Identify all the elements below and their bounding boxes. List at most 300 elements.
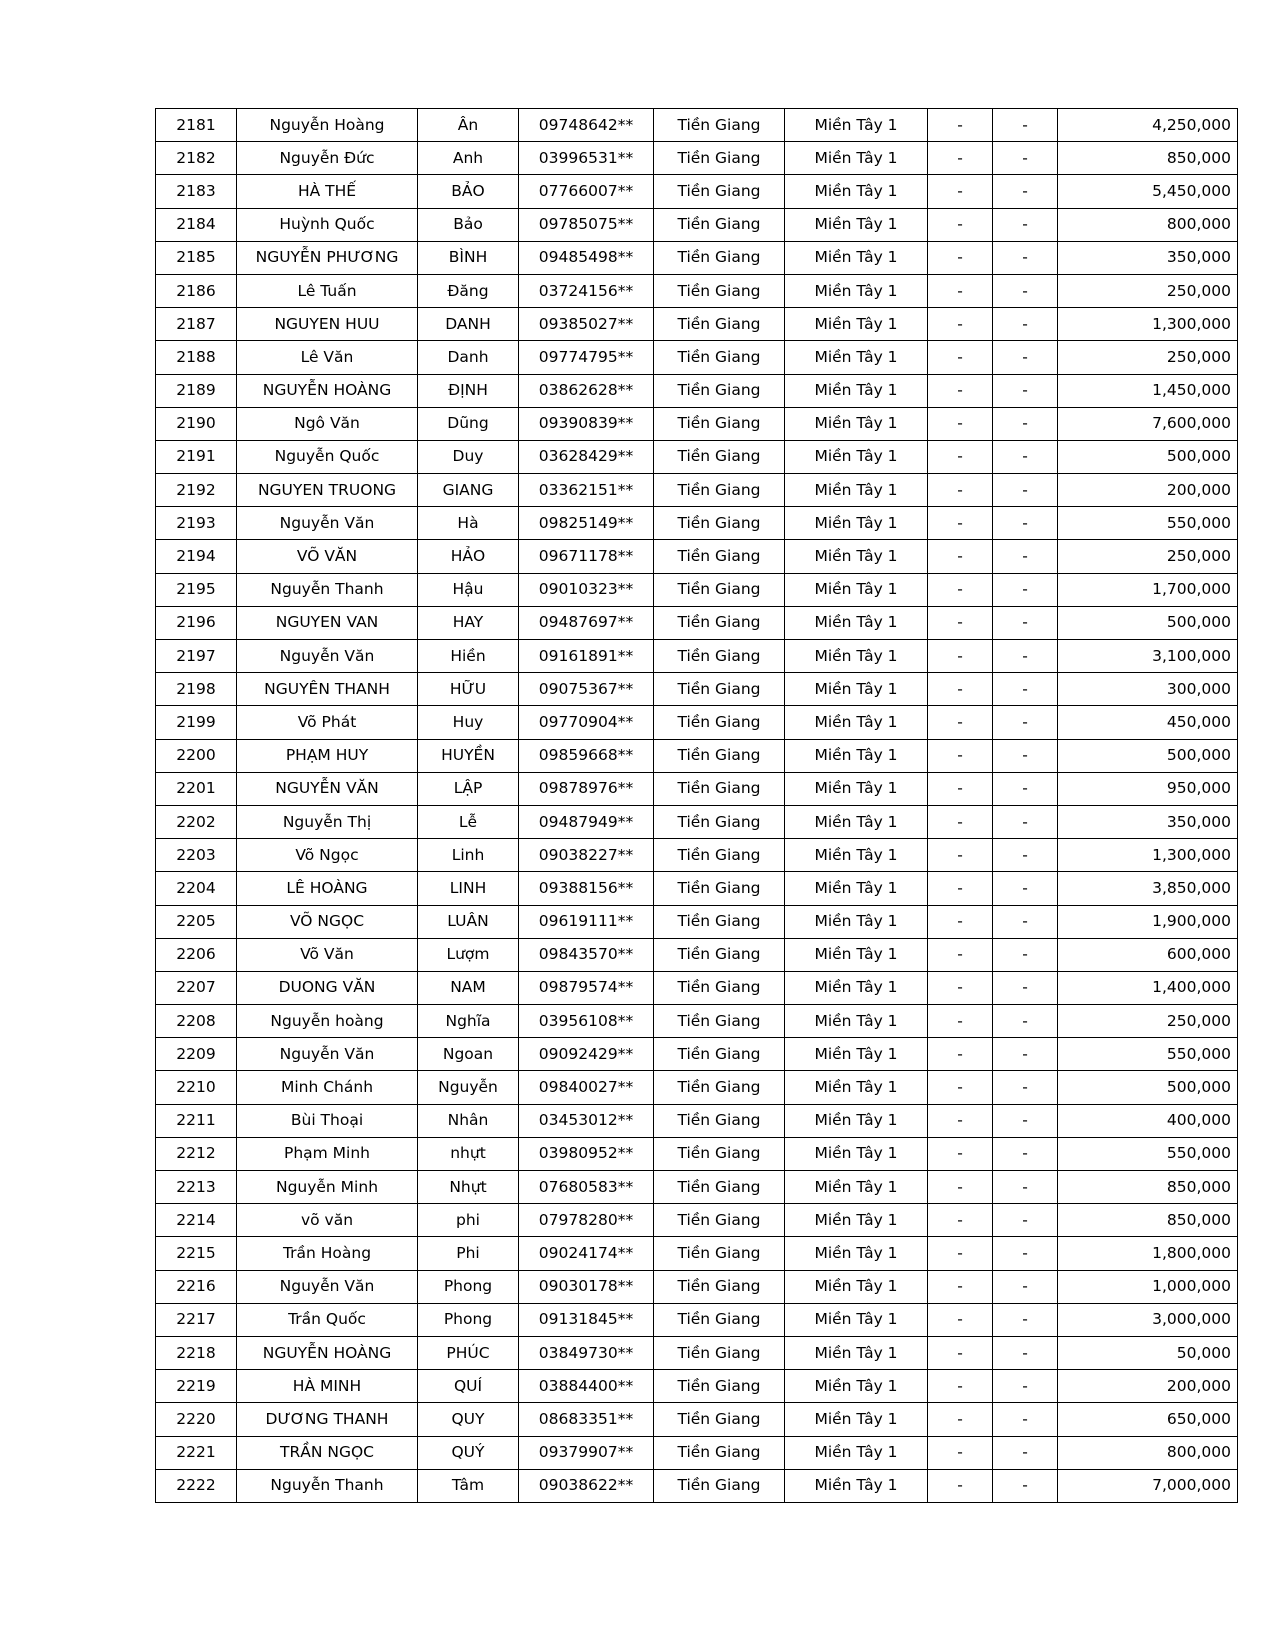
cell-phone: 09843570** [519,938,654,971]
table-row [156,1237,1238,1270]
cell-phone: 08683351** [519,1403,654,1436]
cell-surname: Nguyễn Thị [237,805,418,838]
cell-givenname: ĐỊNH [418,374,519,407]
cell-surname: Võ Văn [237,938,418,971]
table-row [156,175,1238,208]
cell-amount: 1,400,000 [1058,971,1238,1004]
cell-givenname: NAM [418,971,519,1004]
cell-givenname: Anh [418,142,519,175]
cell-extra-1: - [928,374,993,407]
cell-extra-2: - [993,109,1058,142]
cell-amount: 1,700,000 [1058,573,1238,606]
cell-phone: 09092429** [519,1038,654,1071]
cell-region: Miền Tây 1 [785,805,928,838]
cell-region: Miền Tây 1 [785,1104,928,1137]
cell-phone: 09038622** [519,1469,654,1502]
cell-givenname: Lễ [418,805,519,838]
cell-surname: HÀ MINH [237,1370,418,1403]
cell-region: Miền Tây 1 [785,308,928,341]
table-row [156,872,1238,905]
cell-index: 2213 [156,1171,237,1204]
cell-region: Miền Tây 1 [785,1403,928,1436]
cell-givenname: Tâm [418,1469,519,1502]
cell-givenname: Đăng [418,274,519,307]
cell-surname: Nguyễn Văn [237,1038,418,1071]
cell-extra-2: - [993,706,1058,739]
cell-amount: 250,000 [1058,540,1238,573]
cell-region: Miền Tây 1 [785,938,928,971]
cell-amount: 500,000 [1058,606,1238,639]
cell-amount: 1,300,000 [1058,839,1238,872]
cell-extra-1: - [928,1137,993,1170]
cell-extra-2: - [993,839,1058,872]
cell-province: Tiền Giang [654,308,785,341]
cell-extra-2: - [993,640,1058,673]
table-row [156,374,1238,407]
cell-index: 2181 [156,109,237,142]
cell-amount: 3,100,000 [1058,640,1238,673]
cell-givenname: Hiền [418,640,519,673]
cell-region: Miền Tây 1 [785,374,928,407]
cell-region: Miền Tây 1 [785,1336,928,1369]
cell-amount: 850,000 [1058,1204,1238,1237]
cell-province: Tiền Giang [654,1436,785,1469]
cell-surname: DUONG VĂN [237,971,418,1004]
table-row [156,640,1238,673]
cell-givenname: GIANG [418,474,519,507]
cell-surname: Nguyễn Văn [237,1270,418,1303]
cell-phone: 09390839** [519,407,654,440]
cell-province: Tiền Giang [654,1370,785,1403]
cell-index: 2198 [156,673,237,706]
cell-index: 2185 [156,241,237,274]
cell-index: 2222 [156,1469,237,1502]
table-row [156,540,1238,573]
cell-amount: 1,300,000 [1058,308,1238,341]
cell-index: 2194 [156,540,237,573]
cell-amount: 7,000,000 [1058,1469,1238,1502]
cell-extra-2: - [993,142,1058,175]
cell-extra-1: - [928,474,993,507]
cell-surname: Nguyễn Văn [237,507,418,540]
cell-phone: 09770904** [519,706,654,739]
cell-region: Miền Tây 1 [785,872,928,905]
cell-extra-1: - [928,241,993,274]
table-row [156,1403,1238,1436]
cell-region: Miền Tây 1 [785,706,928,739]
table-row [156,208,1238,241]
cell-province: Tiền Giang [654,1336,785,1369]
cell-extra-2: - [993,1469,1058,1502]
cell-index: 2212 [156,1137,237,1170]
cell-phone: 09487697** [519,606,654,639]
cell-province: Tiền Giang [654,407,785,440]
table-row [156,1038,1238,1071]
cell-province: Tiền Giang [654,540,785,573]
table-row [156,673,1238,706]
cell-givenname: QUÍ [418,1370,519,1403]
cell-extra-2: - [993,1171,1058,1204]
cell-phone: 03628429** [519,440,654,473]
cell-phone: 09388156** [519,872,654,905]
cell-region: Miền Tây 1 [785,1237,928,1270]
cell-index: 2201 [156,772,237,805]
cell-phone: 09385027** [519,308,654,341]
cell-surname: NGUYEN VAN [237,606,418,639]
cell-index: 2217 [156,1303,237,1336]
cell-region: Miền Tây 1 [785,772,928,805]
cell-extra-1: - [928,1436,993,1469]
cell-surname: Ngô Văn [237,407,418,440]
cell-surname: VÕ VĂN [237,540,418,573]
cell-province: Tiền Giang [654,640,785,673]
cell-index: 2218 [156,1336,237,1369]
cell-index: 2183 [156,175,237,208]
cell-extra-2: - [993,772,1058,805]
cell-region: Miền Tây 1 [785,1171,928,1204]
cell-phone: 03453012** [519,1104,654,1137]
cell-province: Tiền Giang [654,1171,785,1204]
cell-extra-2: - [993,341,1058,374]
cell-province: Tiền Giang [654,374,785,407]
cell-givenname: HAY [418,606,519,639]
cell-surname: Võ Ngọc [237,839,418,872]
cell-extra-1: - [928,1237,993,1270]
cell-surname: DƯƠNG THANH [237,1403,418,1436]
cell-surname: NGUYÊN THANH [237,673,418,706]
cell-amount: 250,000 [1058,1005,1238,1038]
cell-province: Tiền Giang [654,109,785,142]
table-row [156,739,1238,772]
cell-phone: 03724156** [519,274,654,307]
cell-extra-1: - [928,274,993,307]
cell-extra-2: - [993,308,1058,341]
cell-surname: NGUYEN HUU [237,308,418,341]
cell-region: Miền Tây 1 [785,175,928,208]
cell-extra-1: - [928,1469,993,1502]
table-row [156,308,1238,341]
table-row [156,706,1238,739]
cell-phone: 09010323** [519,573,654,606]
cell-region: Miền Tây 1 [785,739,928,772]
cell-extra-1: - [928,507,993,540]
cell-givenname: Nghĩa [418,1005,519,1038]
cell-province: Tiền Giang [654,706,785,739]
cell-region: Miền Tây 1 [785,1005,928,1038]
cell-index: 2203 [156,839,237,872]
table-row [156,1005,1238,1038]
cell-extra-2: - [993,1237,1058,1270]
cell-surname: Nguyễn Quốc [237,440,418,473]
cell-extra-2: - [993,1436,1058,1469]
cell-extra-2: - [993,673,1058,706]
cell-province: Tiền Giang [654,1137,785,1170]
cell-surname: NGUYEN TRUONG [237,474,418,507]
cell-givenname: Dũng [418,407,519,440]
cell-givenname: LUÂN [418,905,519,938]
cell-province: Tiền Giang [654,208,785,241]
cell-region: Miền Tây 1 [785,540,928,573]
cell-extra-2: - [993,440,1058,473]
cell-region: Miền Tây 1 [785,109,928,142]
cell-index: 2208 [156,1005,237,1038]
cell-region: Miền Tây 1 [785,241,928,274]
cell-index: 2207 [156,971,237,1004]
cell-extra-1: - [928,606,993,639]
records-table [155,108,1238,1503]
table-row [156,1137,1238,1170]
cell-phone: 09161891** [519,640,654,673]
cell-phone: 09131845** [519,1303,654,1336]
cell-index: 2202 [156,805,237,838]
cell-amount: 950,000 [1058,772,1238,805]
cell-givenname: Duy [418,440,519,473]
cell-extra-1: - [928,971,993,1004]
cell-amount: 50,000 [1058,1336,1238,1369]
table-row [156,1071,1238,1104]
cell-extra-2: - [993,1336,1058,1369]
cell-extra-1: - [928,706,993,739]
cell-extra-1: - [928,739,993,772]
cell-amount: 5,450,000 [1058,175,1238,208]
cell-extra-1: - [928,905,993,938]
table-row [156,109,1238,142]
cell-phone: 09619111** [519,905,654,938]
cell-givenname: Phong [418,1270,519,1303]
cell-index: 2189 [156,374,237,407]
cell-extra-2: - [993,1071,1058,1104]
cell-province: Tiền Giang [654,1104,785,1137]
cell-givenname: Nhân [418,1104,519,1137]
cell-surname: NGUYỄN VĂN [237,772,418,805]
cell-province: Tiền Giang [654,606,785,639]
cell-amount: 500,000 [1058,739,1238,772]
cell-givenname: HỮU [418,673,519,706]
cell-phone: 03362151** [519,474,654,507]
cell-extra-2: - [993,1204,1058,1237]
cell-extra-1: - [928,573,993,606]
cell-givenname: LẬP [418,772,519,805]
cell-extra-2: - [993,1104,1058,1137]
cell-region: Miền Tây 1 [785,1137,928,1170]
cell-givenname: nhựt [418,1137,519,1170]
cell-surname: Trần Quốc [237,1303,418,1336]
table-row [156,507,1238,540]
table-row [156,971,1238,1004]
cell-extra-1: - [928,142,993,175]
cell-index: 2204 [156,872,237,905]
table-row [156,142,1238,175]
cell-extra-1: - [928,1038,993,1071]
cell-surname: Nguyễn Thanh [237,573,418,606]
cell-region: Miền Tây 1 [785,1303,928,1336]
cell-extra-1: - [928,1336,993,1369]
table-row [156,606,1238,639]
cell-extra-2: - [993,1303,1058,1336]
cell-amount: 200,000 [1058,1370,1238,1403]
cell-province: Tiền Giang [654,1403,785,1436]
cell-phone: 09075367** [519,673,654,706]
cell-surname: Nguyễn hoàng [237,1005,418,1038]
cell-province: Tiền Giang [654,1204,785,1237]
cell-region: Miền Tây 1 [785,407,928,440]
cell-index: 2193 [156,507,237,540]
table-row [156,905,1238,938]
cell-amount: 3,000,000 [1058,1303,1238,1336]
cell-givenname: LINH [418,872,519,905]
cell-givenname: Danh [418,341,519,374]
cell-province: Tiền Giang [654,142,785,175]
cell-region: Miền Tây 1 [785,1370,928,1403]
cell-surname: LÊ HOÀNG [237,872,418,905]
cell-surname: Trần Hoàng [237,1237,418,1270]
cell-givenname: HẢO [418,540,519,573]
cell-surname: Phạm Minh [237,1137,418,1170]
cell-extra-2: - [993,274,1058,307]
cell-index: 2221 [156,1436,237,1469]
cell-extra-1: - [928,1270,993,1303]
cell-index: 2188 [156,341,237,374]
cell-index: 2191 [156,440,237,473]
cell-phone: 03849730** [519,1336,654,1369]
cell-amount: 1,800,000 [1058,1237,1238,1270]
cell-province: Tiền Giang [654,872,785,905]
cell-extra-1: - [928,673,993,706]
table-row [156,274,1238,307]
table-row [156,772,1238,805]
cell-extra-1: - [928,208,993,241]
cell-region: Miền Tây 1 [785,1204,928,1237]
cell-province: Tiền Giang [654,241,785,274]
cell-province: Tiền Giang [654,274,785,307]
cell-province: Tiền Giang [654,1237,785,1270]
cell-extra-2: - [993,407,1058,440]
cell-extra-2: - [993,1137,1058,1170]
cell-phone: 07978280** [519,1204,654,1237]
cell-surname: Huỳnh Quốc [237,208,418,241]
cell-extra-1: - [928,1303,993,1336]
cell-phone: 09487949** [519,805,654,838]
cell-index: 2195 [156,573,237,606]
cell-phone: 09879574** [519,971,654,1004]
cell-amount: 350,000 [1058,805,1238,838]
cell-phone: 09038227** [519,839,654,872]
cell-extra-2: - [993,905,1058,938]
cell-extra-1: - [928,440,993,473]
cell-givenname: PHÚC [418,1336,519,1369]
cell-province: Tiền Giang [654,905,785,938]
cell-givenname: Phong [418,1303,519,1336]
records-table-body [156,109,1238,1503]
cell-extra-2: - [993,374,1058,407]
cell-province: Tiền Giang [654,573,785,606]
cell-phone: 09485498** [519,241,654,274]
cell-extra-2: - [993,208,1058,241]
cell-extra-1: - [928,1005,993,1038]
cell-surname: Lê Văn [237,341,418,374]
cell-phone: 09379907** [519,1436,654,1469]
table-row [156,1171,1238,1204]
cell-phone: 07766007** [519,175,654,208]
cell-region: Miền Tây 1 [785,971,928,1004]
cell-extra-2: - [993,971,1058,1004]
cell-phone: 07680583** [519,1171,654,1204]
cell-province: Tiền Giang [654,1270,785,1303]
cell-region: Miền Tây 1 [785,640,928,673]
cell-extra-2: - [993,1038,1058,1071]
table-row [156,1270,1238,1303]
cell-amount: 1,450,000 [1058,374,1238,407]
cell-index: 2184 [156,208,237,241]
cell-extra-2: - [993,1370,1058,1403]
cell-givenname: Nhựt [418,1171,519,1204]
cell-index: 2215 [156,1237,237,1270]
cell-region: Miền Tây 1 [785,274,928,307]
cell-givenname: Hà [418,507,519,540]
cell-province: Tiền Giang [654,440,785,473]
cell-surname: PHẠM HUY [237,739,418,772]
cell-extra-2: - [993,805,1058,838]
cell-phone: 09859668** [519,739,654,772]
cell-extra-1: - [928,308,993,341]
cell-province: Tiền Giang [654,673,785,706]
cell-amount: 200,000 [1058,474,1238,507]
table-row [156,1469,1238,1502]
cell-phone: 03862628** [519,374,654,407]
cell-index: 2200 [156,739,237,772]
cell-index: 2186 [156,274,237,307]
cell-amount: 850,000 [1058,1171,1238,1204]
cell-surname: Bùi Thoại [237,1104,418,1137]
cell-givenname: Huy [418,706,519,739]
cell-givenname: phi [418,1204,519,1237]
cell-extra-2: - [993,938,1058,971]
cell-surname: võ văn [237,1204,418,1237]
cell-extra-1: - [928,1403,993,1436]
cell-index: 2216 [156,1270,237,1303]
cell-extra-1: - [928,772,993,805]
cell-amount: 350,000 [1058,241,1238,274]
cell-phone: 09774795** [519,341,654,374]
cell-region: Miền Tây 1 [785,673,928,706]
cell-extra-1: - [928,640,993,673]
table-row [156,241,1238,274]
cell-extra-2: - [993,474,1058,507]
cell-extra-1: - [928,1171,993,1204]
cell-region: Miền Tây 1 [785,1071,928,1104]
cell-index: 2190 [156,407,237,440]
cell-amount: 3,850,000 [1058,872,1238,905]
cell-surname: TRẦN NGỌC [237,1436,418,1469]
cell-extra-2: - [993,1403,1058,1436]
cell-amount: 450,000 [1058,706,1238,739]
table-row [156,440,1238,473]
cell-extra-1: - [928,407,993,440]
cell-province: Tiền Giang [654,474,785,507]
cell-amount: 800,000 [1058,1436,1238,1469]
cell-amount: 4,250,000 [1058,109,1238,142]
cell-region: Miền Tây 1 [785,606,928,639]
table-row [156,1204,1238,1237]
cell-givenname: DANH [418,308,519,341]
cell-phone: 09878976** [519,772,654,805]
cell-surname: Võ Phát [237,706,418,739]
cell-index: 2211 [156,1104,237,1137]
cell-surname: VÕ NGỌC [237,905,418,938]
cell-surname: NGUYỄN HOÀNG [237,1336,418,1369]
cell-phone: 09785075** [519,208,654,241]
cell-phone: 09748642** [519,109,654,142]
